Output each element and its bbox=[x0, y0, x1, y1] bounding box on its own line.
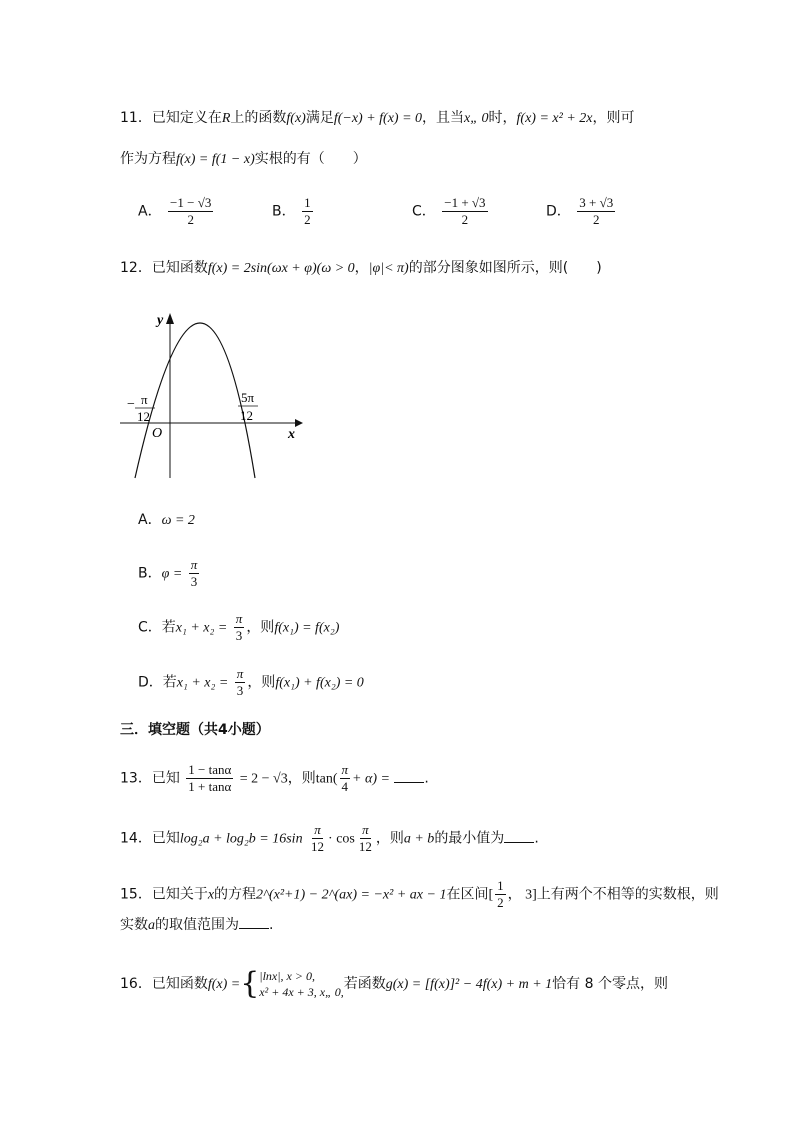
answer-blank[interactable] bbox=[394, 770, 424, 783]
y-label: y bbox=[157, 313, 164, 328]
q11-line1: 11．已知定义在R上的函数f(x)满足f(−x) + f(x) = 0，且当x„ 0时，f(x) = x² + 2x，则可 bbox=[120, 110, 635, 126]
q11-option-d: D． $\frac{3 + √3}{2}$ bbox=[546, 195, 614, 227]
q14: 14．已知log₂a + log₂b = 16sin $\frac{\pi}{12}$ · cos $\frac{\pi}{12}$ ，则a + b的最小值为 . bbox=[120, 822, 539, 854]
q12-option-c: C．若x₁ + x₂ = $\frac{\pi}{3}$ ，则f(x₁) = f(x₂) bbox=[138, 611, 340, 643]
q12-stem: 12．已知函数f(x) = 2sin(ωx + φ)(ω > 0，|φ|< π)的部分图象如图所示，则( ) bbox=[120, 260, 602, 276]
left-tick-den: 12 bbox=[137, 409, 150, 424]
q12-option-b: B．φ = $\frac{\pi}{3}$ bbox=[138, 557, 198, 589]
q12-option-a: A．ω = 2 bbox=[138, 512, 195, 528]
x-label: x bbox=[288, 427, 295, 442]
q13: 13．已知 $\frac{1 - \tan\alpha}{1 + \tan\alpha}$ = 2 − √3，则tan( $\frac{\pi}{4}$ + α) = . bbox=[120, 762, 429, 794]
q15-line1: 15．已知关于x的方程2^(x²+1) − 2^(ax) = −x² + ax − 1在区间[ $\frac{1}{2}$ ， 3]上有两个不相等的实数根，则 bbox=[120, 878, 719, 910]
q11-option-a: A． $\frac{-1 - √3}{2}$ bbox=[138, 195, 212, 227]
section-heading: 三．填空题（共4小题） bbox=[120, 722, 270, 738]
y-axis-arrow bbox=[166, 313, 174, 324]
x-axis-arrow bbox=[295, 419, 303, 427]
q11-option-b: B． $\frac{1}{2}$ bbox=[272, 195, 311, 227]
sine-curve bbox=[135, 323, 255, 478]
q11-line2: 作为方程f(x) = f(1 − x)实根的有（ ） bbox=[120, 151, 367, 167]
origin-label: O bbox=[152, 426, 163, 441]
left-tick-num: π bbox=[141, 392, 148, 407]
left-tick-sign: − bbox=[127, 397, 135, 412]
q12-option-d: D．若x₁ + x₂ = $\frac{\pi}{3}$ ，则f(x₁) + f(x₂) = 0 bbox=[138, 666, 364, 698]
q15-line2: 实数a的取值范围为 . bbox=[120, 917, 274, 933]
q16: 16．已知函数f(x) ={ |lnx|, x > 0, x² + 4x + 3, x„ 0, 若函数g(x) = [f(x)]² − 4f(x) + m + 1恰有 8 个零点，则 bbox=[120, 966, 668, 1001]
q11-option-c: C． $\frac{-1 + √3}{2}$ bbox=[412, 195, 486, 227]
q12-graph bbox=[115, 308, 315, 483]
answer-blank[interactable] bbox=[239, 916, 269, 929]
right-tick-den: 12 bbox=[240, 408, 253, 423]
answer-blank[interactable] bbox=[504, 830, 534, 843]
right-tick-num: 5π bbox=[241, 390, 255, 405]
